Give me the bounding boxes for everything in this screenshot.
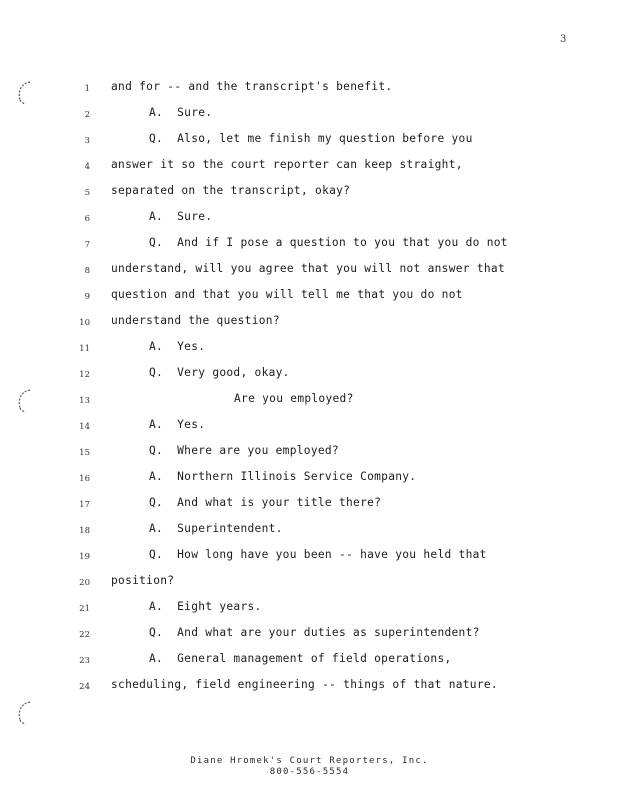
transcript-line <box>0 236 619 256</box>
line-number: 22 <box>79 630 90 640</box>
transcript-line <box>0 418 619 438</box>
line-number: 23 <box>79 656 90 666</box>
line-text: Q. And what is your title there? <box>149 496 382 509</box>
line-text: A. Yes. <box>149 340 206 353</box>
transcript-line <box>0 106 619 126</box>
line-number: 17 <box>79 500 90 510</box>
line-text: A. Northern Illinois Service Company. <box>149 470 417 483</box>
line-number: 5 <box>84 188 90 198</box>
line-number: 3 <box>84 136 90 146</box>
transcript-line <box>0 600 619 620</box>
transcript-line <box>0 626 619 646</box>
transcript-line <box>0 262 619 282</box>
transcript-line <box>0 340 619 360</box>
line-number: 20 <box>79 578 90 588</box>
transcript-line <box>0 392 619 412</box>
transcript-line <box>0 470 619 490</box>
line-text: A. General management of field operations, <box>149 652 452 665</box>
footer-company: Diane Hromek's Court Reporters, Inc. <box>190 756 429 766</box>
transcript-line <box>0 158 619 178</box>
line-number: 12 <box>79 370 90 380</box>
line-number: 14 <box>79 422 90 432</box>
line-number: 19 <box>79 552 90 562</box>
line-number: 10 <box>79 318 90 328</box>
line-text: question and that you will tell me that you do not <box>111 288 463 301</box>
line-text: A. Eight years. <box>149 600 262 613</box>
line-text: scheduling, field engineering -- things of that nature. <box>111 678 498 691</box>
line-text: A. Sure. <box>149 210 213 223</box>
line-number: 1 <box>84 84 90 94</box>
line-number: 24 <box>79 682 90 692</box>
transcript-line <box>0 366 619 386</box>
line-text: Are you employed? <box>234 392 354 405</box>
line-text: Q. Very good, okay. <box>149 366 290 379</box>
line-text: Q. How long have you been -- have you held that <box>149 548 487 561</box>
line-text: answer it so the court reporter can keep straight, <box>111 158 463 171</box>
transcript-line <box>0 288 619 308</box>
transcript-line <box>0 210 619 230</box>
line-number: 16 <box>79 474 90 484</box>
transcript-line <box>0 678 619 698</box>
transcript-line <box>0 522 619 542</box>
line-number: 9 <box>84 292 90 302</box>
page-number: 3 <box>560 34 567 45</box>
transcript-line <box>0 314 619 334</box>
line-text: understand, will you agree that you will not answer that <box>111 262 505 275</box>
line-text: Q. Where are you employed? <box>149 444 339 457</box>
transcript-line <box>0 444 619 464</box>
transcript-line <box>0 652 619 672</box>
transcript-line <box>0 184 619 204</box>
line-text: A. Sure. <box>149 106 213 119</box>
line-number: 2 <box>84 110 90 120</box>
line-text: Q. Also, let me finish my question before you <box>149 132 473 145</box>
line-number: 4 <box>84 162 90 172</box>
transcript-line <box>0 548 619 568</box>
line-text: position? <box>111 574 175 587</box>
line-number: 8 <box>84 266 90 276</box>
line-text: A. Yes. <box>149 418 206 431</box>
line-text: Q. And if I pose a question to you that you do not <box>149 236 508 249</box>
line-text: and for -- and the transcript's benefit. <box>111 80 393 93</box>
footer-phone: 800-556-5554 <box>269 767 350 777</box>
transcript-line <box>0 574 619 594</box>
line-number: 21 <box>79 604 90 614</box>
line-number: 15 <box>79 448 90 458</box>
transcript-line <box>0 496 619 516</box>
line-text: understand the question? <box>111 314 280 327</box>
line-number: 7 <box>84 240 90 250</box>
punch-hole-mark <box>14 700 36 726</box>
transcript-line <box>0 132 619 152</box>
line-text: Q. And what are your duties as superintendent? <box>149 626 480 639</box>
line-number: 6 <box>84 214 90 224</box>
line-text: A. Superintendent. <box>149 522 283 535</box>
line-number: 13 <box>79 396 90 406</box>
transcript-line <box>0 80 619 100</box>
line-number: 18 <box>79 526 90 536</box>
line-text: separated on the transcript, okay? <box>111 184 351 197</box>
line-number: 11 <box>79 344 90 354</box>
